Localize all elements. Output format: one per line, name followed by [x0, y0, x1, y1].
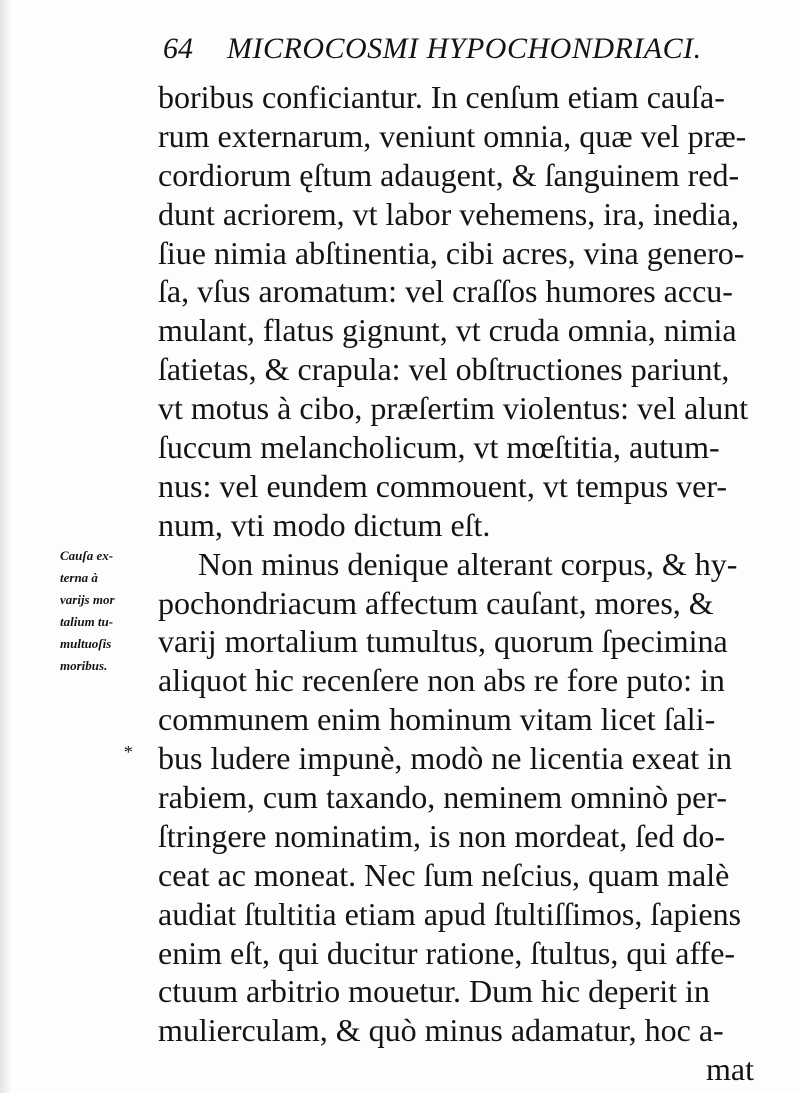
running-head: MICROCOSMI HYPOCHONDRIACI. [227, 32, 702, 65]
text-line: varij mortalium tumultus, quorum ſpecimina [158, 623, 728, 660]
page-header [155, 28, 755, 72]
text-line: pochondriacum affectum cauſant, mores, & [158, 584, 714, 621]
text-line: bus ludere impunè, modò ne licentia exeat in [158, 740, 733, 777]
margin-note-line: moribus. [60, 658, 108, 673]
margin-note-line: talium tu- [60, 614, 114, 629]
text-line: ſiue nimia abſtinentia, cibi acres, vina genero- [158, 234, 745, 271]
text-line: ſa, vſus aromatum: vel craſſos humores accu- [158, 273, 733, 310]
text-line: audiat ſtultitia etiam apud ſtultiſſimos, ſapiens [158, 895, 742, 932]
text-line: ſatietas, & crapula: vel obſtructiones pariunt, [158, 351, 730, 388]
margin-note-line: multuoſis [60, 636, 112, 651]
text-line: rum externarum, veniunt omnia, quæ vel præ- [158, 117, 747, 154]
text-line: enim eſt, qui ducitur ratione, ſtultus, qui affe- [158, 934, 736, 971]
text-line: mulierculam, & quò minus adamatur, hoc a- [158, 1012, 724, 1049]
text-line: ſuccum melancholicum, vt mœſtitia, autum- [158, 429, 720, 466]
page-number: 64 [163, 32, 193, 65]
text-line: rabiem, cum taxando, neminem omninò per- [158, 779, 727, 816]
body-text [158, 78, 770, 1089]
text-line: ceat ac moneat. Nec ſum neſcius, quam malè [158, 856, 730, 893]
text-line: nus: vel eundem commouent, vt tempus ver- [158, 467, 728, 504]
text-line: ſtringere nominatim, is non mordeat, ſed do- [158, 817, 725, 854]
text-line: communem enim hominum vitam licet ſali- [158, 701, 716, 738]
text-line: boribus conficiantur. In cenſum etiam cauſa- [158, 79, 725, 115]
paragraph-start-line: Non minus denique alterant corpus, & hy- [198, 545, 738, 582]
page-gutter-shadow [0, 0, 12, 1093]
margin-note [60, 545, 152, 677]
text-line: aliquot hic recenſere non abs re fore puto: in [158, 662, 725, 699]
text-line: dunt acriorem, vt labor vehemens, ira, inedia, [158, 195, 740, 232]
text-line: num, vti modo dictum eſt. [158, 506, 491, 543]
text-line: mat [706, 1051, 754, 1088]
text-line: mulant, flatus gignunt, vt cruda omnia, nimia [158, 312, 737, 349]
text-line: cordiorum ęſtum adaugent, & ſanguinem red- [158, 156, 740, 193]
text-line: ctuum arbitrio mouetur. Dum hic deperit in [158, 973, 710, 1010]
margin-note-line: varijs mor [60, 592, 115, 607]
text-line: vt motus à cibo, præſertim violentus: vel alunt [158, 390, 749, 427]
margin-note-line: Cauſa ex- [60, 548, 114, 563]
margin-mark: * [123, 742, 132, 762]
margin-note-line: terna à [60, 570, 98, 585]
